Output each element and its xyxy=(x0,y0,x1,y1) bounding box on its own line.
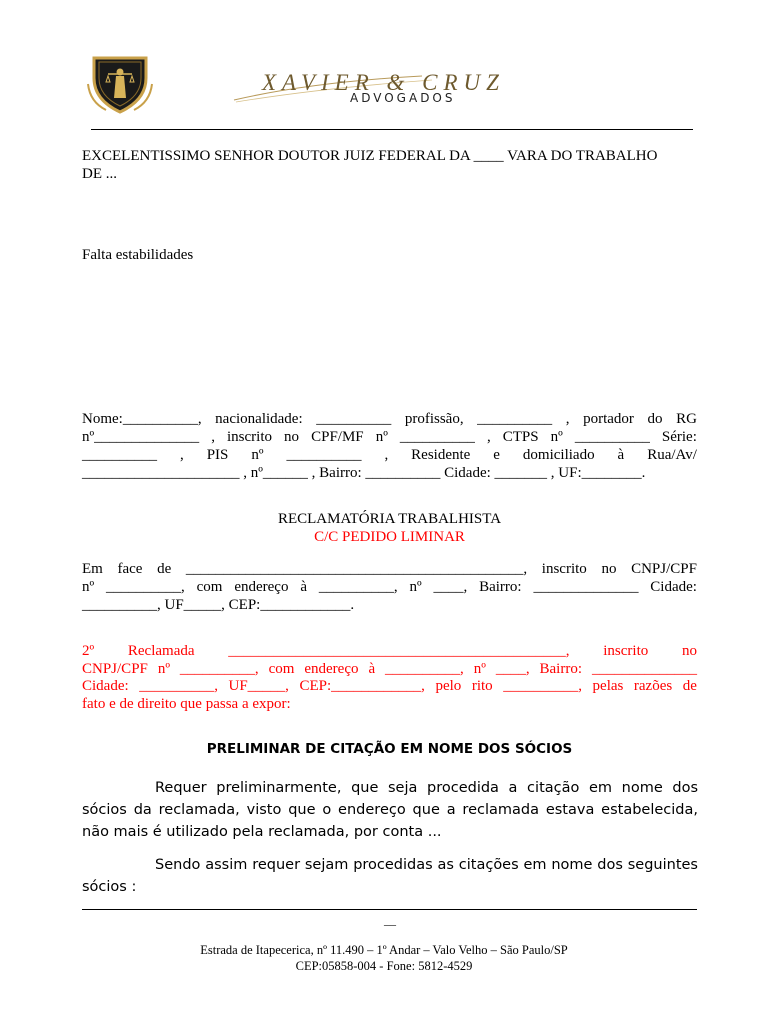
defendant-2-line-1 xyxy=(82,643,697,661)
claimant-block xyxy=(82,410,697,482)
word: __________ xyxy=(82,447,157,463)
document-title xyxy=(82,510,697,546)
subject: Falta estabilidades xyxy=(82,247,194,263)
claimant-line-2 xyxy=(82,428,697,446)
word: CPF/MF xyxy=(311,429,364,445)
word: , xyxy=(384,447,389,463)
title-sub: C/C PEDIDO LIMINAR xyxy=(314,529,465,545)
word: Cidade: xyxy=(82,678,129,694)
word: no xyxy=(284,429,300,445)
word: pelas xyxy=(592,678,624,694)
word: 2º xyxy=(82,643,95,659)
word: nacionalidade: xyxy=(215,411,303,427)
word: inscrito xyxy=(603,643,649,659)
addressee-line-1: EXCELENTISSIMO SENHOR DOUTOR JUIZ FEDERAL DA ____ VARA DO TRABALHO xyxy=(82,148,658,164)
word: UF_____, xyxy=(228,678,289,694)
word: endereço xyxy=(234,579,289,595)
word: do xyxy=(647,411,663,427)
word: Série: xyxy=(661,429,697,445)
word: nº xyxy=(157,660,170,677)
word: ____, xyxy=(433,579,468,595)
word: nº xyxy=(473,660,486,677)
defendant-2-line-4: fato e de direito que passa a expor: xyxy=(82,695,291,712)
word: nº xyxy=(251,447,264,463)
header-divider xyxy=(91,129,693,130)
word: no xyxy=(681,643,697,659)
word: __________ xyxy=(316,411,392,427)
word: __________, xyxy=(179,660,259,677)
word: de xyxy=(682,678,697,694)
section-heading: PRELIMINAR DE CITAÇÃO EM NOME DOS SÓCIOS xyxy=(206,741,573,757)
claimant-line-1 xyxy=(82,410,697,428)
paragraph-1: Requer preliminarmente, que seja procedida a citação em nome dos sócios da reclamada, visto que o endereço que a reclamada estava estabelecida, não mais é utilizado pela reclamada, por conta ... xyxy=(82,780,698,840)
word: no xyxy=(601,561,617,577)
word: ____, xyxy=(495,660,530,677)
word: , xyxy=(211,429,215,445)
word: __________, xyxy=(503,678,582,694)
word: razões xyxy=(633,678,673,694)
word: à xyxy=(368,660,376,677)
defendant-1-block xyxy=(82,560,697,614)
word: endereço xyxy=(304,660,359,677)
claimant-line-3 xyxy=(82,446,697,464)
word: __________, xyxy=(318,579,398,595)
word: , xyxy=(565,411,570,427)
word: , xyxy=(486,429,491,445)
word: nº xyxy=(375,429,388,445)
claimant-line-4: _____________________ , nº______ , Bairro: __________ Cidade: _______ , UF:________. xyxy=(82,465,646,481)
word: de xyxy=(157,561,172,577)
word: RG xyxy=(676,411,697,427)
word: pelo xyxy=(435,678,462,694)
word: com xyxy=(268,660,295,677)
word: _____________________________________________, xyxy=(228,643,570,659)
word: nº xyxy=(82,579,95,595)
brand-name: XAVIER & CRUZ xyxy=(262,70,505,95)
paragraph-2: Sendo assim requer sejam procedidas as citações em nome dos seguintes sócios : xyxy=(82,857,698,895)
word: nº______________ xyxy=(82,429,200,445)
word: CTPS xyxy=(502,429,539,445)
word: CNPJ/CPF xyxy=(631,561,697,577)
word: domiciliado xyxy=(522,447,595,463)
word: com xyxy=(196,579,223,595)
word: CNPJ/CPF xyxy=(82,660,148,677)
word: Nome:__________, xyxy=(82,411,202,427)
word: , xyxy=(179,447,184,463)
word: rito xyxy=(471,678,493,694)
word: ______________ xyxy=(533,579,639,595)
footer-contact: CEP:05858-004 - Fone: 5812-4529 xyxy=(295,959,473,973)
word: _____________________________________________, xyxy=(185,561,528,577)
word: __________ xyxy=(574,429,650,445)
word: ______________ xyxy=(591,660,697,677)
word: inscrito xyxy=(227,429,272,445)
addressee xyxy=(82,147,697,183)
addressee-line-2: DE ... xyxy=(82,166,117,182)
brand-logo xyxy=(232,70,532,110)
word: à xyxy=(300,579,307,595)
word: __________ xyxy=(286,447,362,463)
word: __________, xyxy=(106,579,185,595)
word: __________, xyxy=(385,660,464,677)
word: __________, xyxy=(139,678,218,694)
defendant-1-line-3: __________, UF_____, CEP:____________. xyxy=(82,597,355,613)
defendant-1-line-2 xyxy=(82,578,697,596)
word: Residente xyxy=(411,447,471,463)
word: Bairro: xyxy=(479,579,522,595)
word: Bairro: xyxy=(539,660,583,677)
word: portador xyxy=(583,411,634,427)
footer-dash: __ xyxy=(384,913,396,927)
defendant-2-line-2 xyxy=(82,661,697,679)
defendant-1-line-1 xyxy=(82,560,697,578)
word: __________ xyxy=(477,411,553,427)
word: à xyxy=(617,447,625,463)
defendant-2-block xyxy=(82,643,697,713)
word: nº xyxy=(550,429,563,445)
word: e xyxy=(493,447,500,463)
word: CEP:____________, xyxy=(299,678,425,694)
defendant-2-line-3 xyxy=(82,678,697,696)
word: Rua/Av/ xyxy=(647,447,697,463)
title-main: RECLAMATÓRIA TRABALHISTA xyxy=(277,511,502,527)
justice-shield-icon xyxy=(86,54,154,114)
brand-subtitle: ADVOGADOS xyxy=(350,91,456,105)
word: Reclamada xyxy=(127,643,195,659)
footer-address: Estrada de Itapecerica, nº 11.490 – 1º Andar – Valo Velho – São Paulo/SP xyxy=(200,943,568,957)
word: nº xyxy=(409,579,422,595)
footer-divider xyxy=(82,909,697,910)
word: face xyxy=(117,561,143,577)
word: PIS xyxy=(206,447,229,463)
word: inscrito xyxy=(541,561,587,577)
word: Cidade: xyxy=(650,579,697,595)
word: Em xyxy=(82,561,103,577)
word: profissão, xyxy=(404,411,464,427)
word: __________ xyxy=(399,429,475,445)
